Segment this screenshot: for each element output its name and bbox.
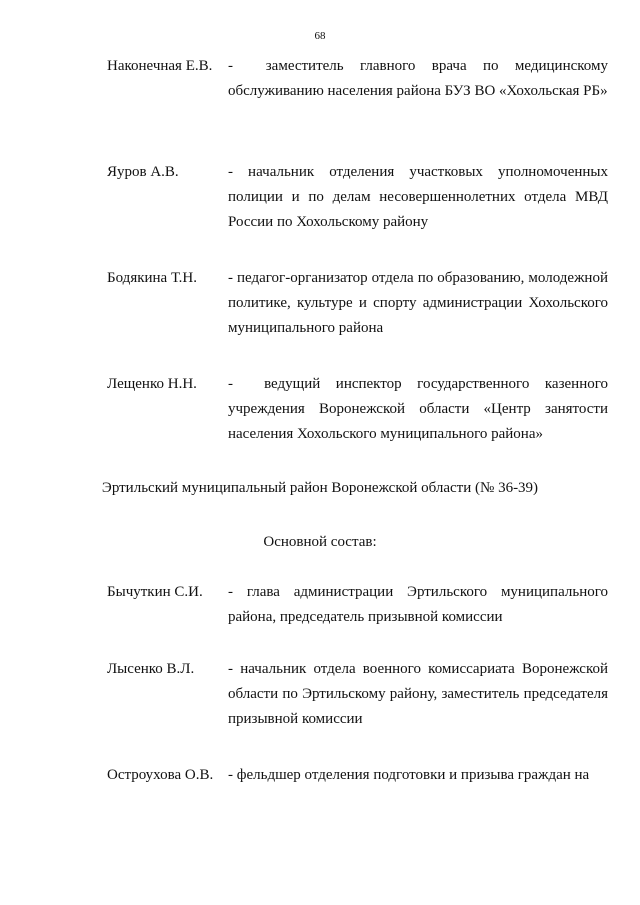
person-name: Бычуткин С.И.: [107, 584, 203, 600]
person-position: - глава администрации Эртильского муниципального района, председатель призывной комиссии: [228, 584, 608, 625]
person-name: Яуров А.В.: [107, 164, 179, 180]
person-position: - начальник отделения участковых уполномоченных полиции и по делам несовершеннолетних отдела МВД России по Хохольскому району: [228, 164, 608, 230]
district-heading: Эртильский муниципальный район Воронежской области (№ 36-39): [101, 480, 539, 496]
person-name: Остроухова О.В.: [107, 767, 214, 783]
page-number: 68: [314, 30, 326, 42]
list-item: [107, 657, 608, 732]
person-position: - ведущий инспектор государственного казенного учреждения Воронежской области «Центр занятости населения Хохольского муниципального района»: [228, 376, 608, 442]
composition-heading: Основной состав:: [263, 534, 377, 550]
list-item: [107, 266, 608, 341]
person-position: - фельдшер отделения подготовки и призыва граждан на: [228, 767, 590, 783]
person-name: Бодякина Т.Н.: [107, 270, 197, 286]
person-name: Наконечная Е.В.: [107, 58, 213, 74]
list-item: [107, 160, 608, 235]
person-position: - заместитель главного врача по медицинскому обслуживанию населения района БУЗ ВО «Хохольская РБ»: [228, 58, 608, 99]
list-item: [107, 763, 608, 788]
person-position: - начальник отдела военного комиссариата Воронежской области по Эртильскому району, заместитель председателя призывной комиссии: [228, 661, 608, 727]
list-item: [107, 580, 608, 630]
person-name: Лысенко В.Л.: [107, 661, 195, 677]
list-item: [107, 54, 608, 104]
person-position: - педагог-организатор отдела по образованию, молодежной политике, культуре и спорту администрации Хохольского муниципального района: [228, 270, 608, 336]
list-item: [107, 372, 608, 447]
person-name: Лещенко Н.Н.: [107, 376, 197, 392]
